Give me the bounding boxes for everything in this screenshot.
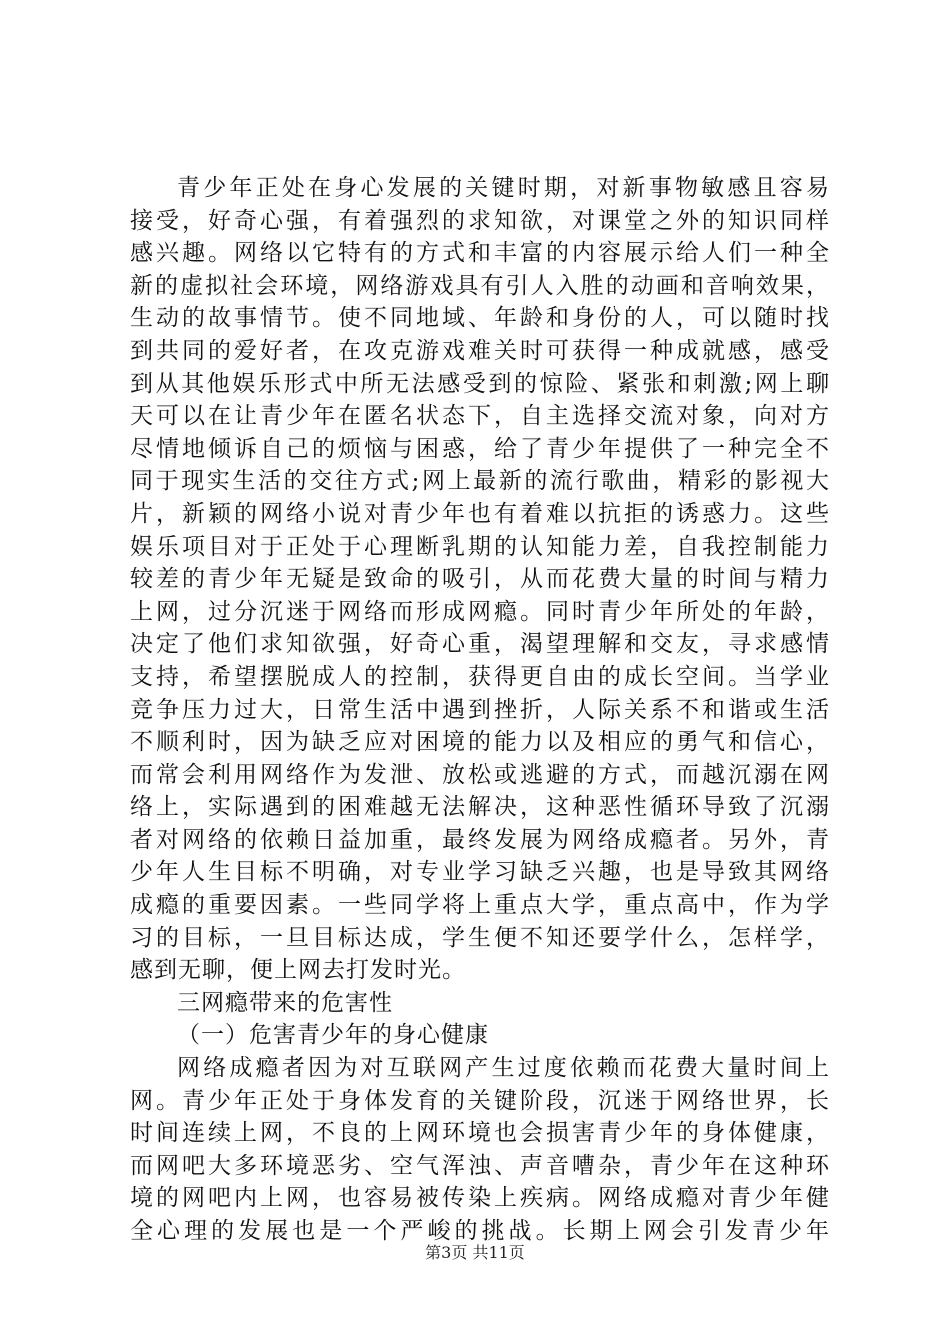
text-line: 青少年正处在身心发展的关键时期，对新事物敏感且容易: [177, 175, 830, 201]
text-line: 尽情地倾诉自己的烦恼与困惑，给了青少年提供了一种完全不: [130, 435, 830, 462]
text-line: 接受，好奇心强，有着强烈的求知欲，对课堂之外的知识同样: [130, 207, 830, 234]
text-line: 网。青少年正处于身体发育的关键阶段，沉迷于网络世界，长: [130, 1087, 830, 1114]
page-number-footer: 第3页 共11页: [425, 1243, 525, 1262]
text-line: 天可以在让青少年在匿名状态下，自主选择交流对象，向对方: [130, 403, 830, 430]
text-line: 习的目标，一旦目标达成，学生便不知还要学什么，怎样学，: [130, 924, 830, 951]
text-line: 全心理的发展也是一个严峻的挑战。长期上网会引发青少年: [130, 1218, 830, 1244]
text-line: 生动的故事情节。使不同地域、年龄和身份的人，可以随时找: [130, 305, 830, 332]
paragraph-causes: [130, 172, 830, 987]
document-body: [130, 172, 830, 1248]
text-line: 成瘾的重要因素。一些同学将上重点大学，重点高中，作为学: [130, 892, 830, 919]
text-line: 不顺利时，因为缺乏应对困境的能力以及相应的勇气和信心，: [130, 729, 830, 756]
section-heading: 三网瘾带来的危害性: [177, 989, 393, 1016]
text-line: 片，新颖的网络小说对青少年也有着难以抗拒的诱惑力。这些: [130, 500, 830, 527]
text-line: 新的虚拟社会环境，网络游戏具有引人入胜的动画和音响效果，: [130, 272, 830, 299]
text-line: 娱乐项目对于正处于心理断乳期的认知能力差，自我控制能力: [130, 533, 830, 560]
text-line: 到从其他娱乐形式中所无法感受到的惊险、紧张和刺激;网上聊: [130, 370, 830, 397]
text-line: 感兴趣。网络以它特有的方式和丰富的内容展示给人们一种全: [130, 240, 830, 267]
text-line: 者对网络的依赖日益加重，最终发展为网络成瘾者。另外，青: [130, 826, 830, 853]
text-line: 络上，实际遇到的困难越无法解决，这种恶性循环导致了沉溺: [130, 794, 830, 821]
paragraph-health: [130, 1052, 830, 1248]
text-line: 网络成瘾者因为对互联网产生过度依赖而花费大量时间上: [177, 1055, 830, 1082]
text-line: 感到无聊，便上网去打发时光。: [130, 957, 466, 984]
text-line: 竞争压力过大，日常生活中遇到挫折，人际关系不和谐或生活: [130, 696, 830, 723]
text-line: 少年人生目标不明确，对专业学习缺乏兴趣，也是导致其网络: [130, 859, 830, 886]
text-line: 同于现实生活的交往方式;网上最新的流行歌曲，精彩的影视大: [130, 468, 830, 495]
text-line: 决定了他们求知欲强，好奇心重，渴望理解和交友，寻求感情: [130, 631, 830, 658]
text-line: 上网，过分沉迷于网络而形成网瘾。同时青少年所处的年龄，: [130, 598, 830, 625]
text-line: 时间连续上网，不良的上网环境也会损害青少年的身体健康，: [130, 1120, 830, 1147]
text-line: 境的网吧内上网，也容易被传染上疾病。网络成瘾对青少年健: [130, 1185, 830, 1212]
text-line: 而常会利用网络作为发泄、放松或逃避的方式，而越沉溺在网: [130, 761, 830, 788]
text-line: 支持，希望摆脱成人的控制，获得更自由的成长空间。当学业: [130, 663, 830, 690]
text-line: 到共同的爱好者，在攻克游戏难关时可获得一种成就感，感受: [130, 337, 830, 364]
text-line: 而网吧大多环境恶劣、空气浑浊、声音嘈杂，青少年在这种环: [130, 1152, 830, 1179]
text-line: 较差的青少年无疑是致命的吸引，从而花费大量的时间与精力: [130, 566, 830, 593]
subsection-heading: （一）危害青少年的身心健康: [177, 1022, 489, 1049]
